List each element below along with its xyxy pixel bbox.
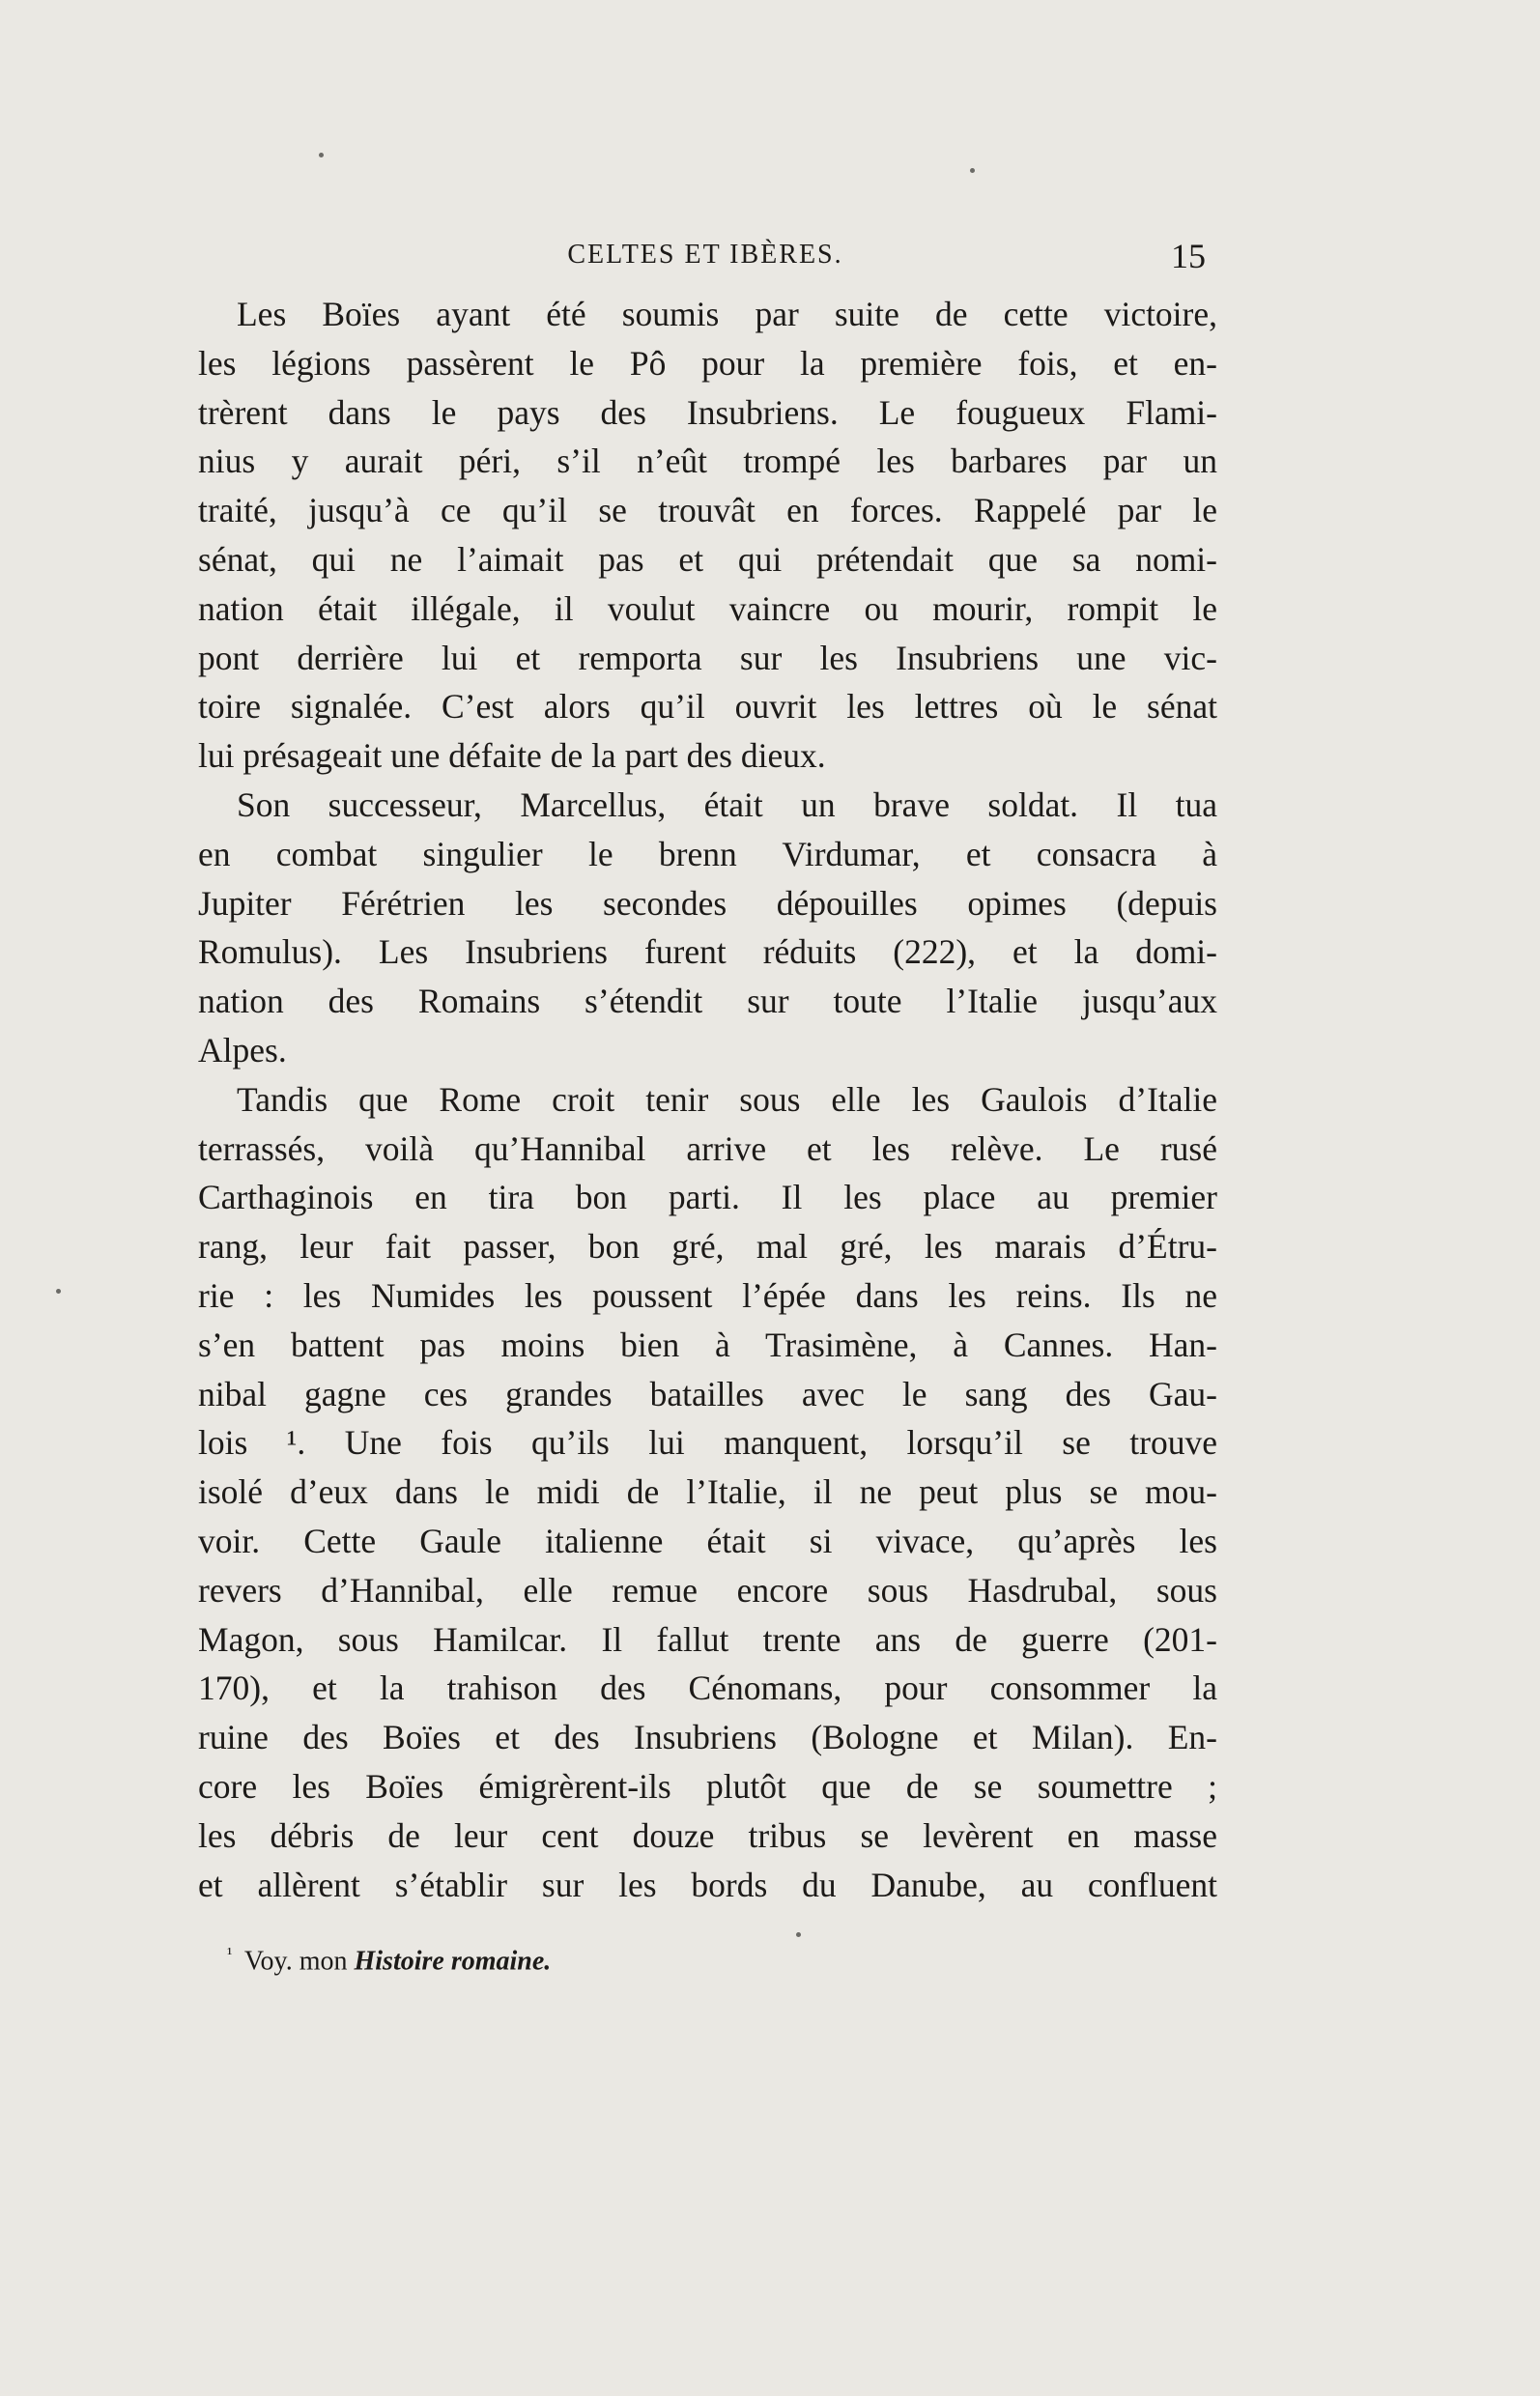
text-line: voir. Cette Gaule italienne était si vivace, qu’après les: [198, 1521, 1217, 1560]
footnote-title: Histoire romaine.: [354, 1946, 552, 1977]
page-number: 15: [1171, 237, 1206, 275]
text-line: nibal gagne ces grandes batailles avec le sang des Gau-: [198, 1374, 1217, 1413]
text-line: nation des Romains s’étendit sur toute l’Italie jusqu’aux: [198, 982, 1217, 1021]
paper-speck: [56, 1289, 61, 1294]
text-line: Carthaginois en tira bon parti. Il les place au premier: [198, 1178, 1217, 1217]
text-line: sénat, qui ne l’aimait pas et qui prétendait que sa nomi-: [198, 539, 1217, 579]
footnote: [227, 1934, 1097, 1977]
text-line: Romulus). Les Insubriens furent réduits (222), et la domi-: [198, 932, 1217, 972]
text-line: rie : les Numides les poussent l’épée dans les reins. Ils ne: [198, 1275, 1217, 1315]
text-line: 170), et la trahison des Cénomans, pour consommer la: [198, 1669, 1217, 1708]
text-line: nation était illégale, il voulut vaincre ou mourir, rompit le: [198, 588, 1217, 628]
text-line: les débris de leur cent douze tribus se levèrent en masse: [198, 1815, 1217, 1855]
footnote-mark: ¹: [227, 1944, 233, 1963]
text-line: rang, leur fait passer, bon gré, mal gré, les marais d’Étru-: [198, 1227, 1217, 1267]
text-line: Jupiter Férétrien les secondes dépouilles opimes (depuis: [198, 883, 1217, 923]
text-line: nius y aurait péri, s’il n’eût trompé les barbares par un: [198, 442, 1217, 481]
paper-speck: [970, 168, 975, 173]
running-title: CELTES ET IBÈRES.: [567, 240, 843, 270]
text-line: Alpes.: [198, 1030, 287, 1070]
text-line: s’en battent pas moins bien à Trasimène, à Cannes. Han-: [198, 1325, 1217, 1364]
text-line: Les Boïes ayant été soumis par suite de cette victoire,: [237, 295, 1217, 333]
text-line: Tandis que Rome croit tenir sous elle les Gaulois d’Italie: [237, 1079, 1217, 1119]
text-line: terrassés, voilà qu’Hannibal arrive et les relève. Le rusé: [198, 1128, 1217, 1168]
running-head: [193, 236, 1217, 274]
text-line: isolé d’eux dans le midi de l’Italie, il ne peut plus se mou-: [198, 1472, 1217, 1512]
footnote-prefix: Voy. mon: [243, 1946, 348, 1977]
text-line: core les Boïes émigrèrent-ils plutôt que de se soumettre ;: [198, 1766, 1217, 1806]
text-line: revers d’Hannibal, elle remue encore sous Hasdrubal, sous: [198, 1570, 1217, 1610]
text-line: Magon, sous Hamilcar. Il fallut trente ans de guerre (201-: [198, 1619, 1217, 1659]
text-line: pont derrière lui et remporta sur les Insubriens une vic-: [198, 638, 1217, 677]
paper-speck: [319, 153, 324, 157]
text-line: et allèrent s’établir sur les bords du Danube, au confluent: [198, 1865, 1217, 1904]
text-line: en combat singulier le brenn Virdumar, et consacra à: [198, 834, 1217, 873]
text-line: toire signalée. C’est alors qu’il ouvrit les lettres où le sénat: [198, 687, 1217, 727]
body-text: [198, 290, 1217, 1909]
text-line: traité, jusqu’à ce qu’il se trouvât en forces. Rappelé par le: [198, 491, 1217, 530]
text-line: trèrent dans le pays des Insubriens. Le fougueux Flami-: [198, 392, 1217, 432]
text-line: lois ¹. Une fois qu’ils lui manquent, lorsqu’il se trouve: [198, 1423, 1217, 1463]
text-line: Son successeur, Marcellus, était un brave soldat. Il tua: [237, 784, 1217, 824]
text-line: ruine des Boïes et des Insubriens (Bologne et Milan). En-: [198, 1718, 1217, 1757]
text-line: les légions passèrent le Pô pour la première fois, et en-: [198, 343, 1217, 383]
text-line: lui présageait une défaite de la part des dieux.: [198, 736, 826, 776]
paper-speck: [796, 1932, 801, 1937]
